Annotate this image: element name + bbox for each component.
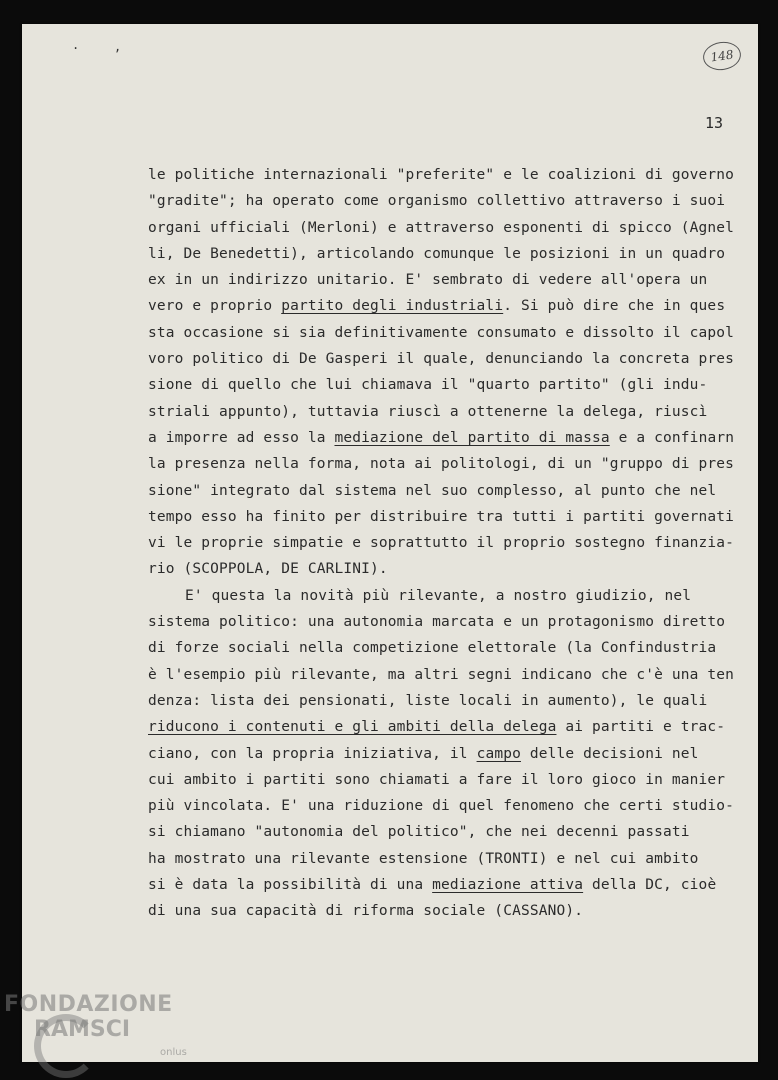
page-number: 13	[705, 114, 724, 132]
text-line: ex in un indirizzo unitario. E' sembrato di vedere all'opera un	[148, 272, 708, 289]
text-line: si è data la possibilità di una mediazione attiva della DC, cioè	[148, 877, 717, 894]
fondazione-gramsci-watermark	[4, 992, 187, 1058]
text-line: sta occasione si sia definitivamente consumato e dissolto il capol	[148, 324, 735, 341]
text-line: striali appunto), tuttavia riuscì a ottenerne la delega, riuscì	[148, 403, 708, 420]
text-line: vero e proprio partito degli industriali. Si può dire che in ques	[148, 298, 726, 315]
underlined-phrase: campo	[476, 745, 521, 762]
text-line: vi le proprie simpatie e soprattutto il proprio sostegno finanzia-	[148, 535, 735, 552]
watermark-g-logo-icon	[34, 1014, 98, 1078]
text-line: sione di quello che lui chiamava il "quarto partito" (gli indu-	[148, 377, 708, 394]
text-line: ha mostrato una rilevante estensione (TRONTI) e nel cui ambito	[148, 850, 699, 867]
text-line: organi ufficiali (Merloni) e attraverso esponenti di spicco (Agnel	[148, 219, 735, 236]
text-line: più vincolata. E' una riduzione di quel fenomeno che certi studio-	[148, 798, 735, 815]
text-line: ciano, con la propria iniziativa, il campo delle decisioni nel	[148, 745, 699, 762]
text-line: voro politico di De Gasperi il quale, denunciando la concreta pres	[148, 351, 735, 368]
underlined-phrase: partito degli industriali	[281, 298, 504, 315]
text-line: le politiche internazionali "preferite" e le coalizioni di governo	[148, 167, 735, 183]
watermark-line-2: RAMSCI	[34, 1017, 131, 1042]
text-line: tempo esso ha finito per distribuire tra tutti i partiti governati	[148, 508, 735, 525]
text-line: denza: lista dei pensionati, liste locali in aumento), le quali	[148, 692, 708, 709]
watermark-line-1: FONDAZIONE	[4, 992, 173, 1017]
text-line: rio (SCOPPOLA, DE CARLINI).	[148, 561, 388, 578]
underlined-phrase: mediazione attiva	[432, 877, 584, 894]
text-line-indented: E' questa la novità più rilevante, a nostro giudizio, nel	[185, 587, 692, 604]
text-line: sistema politico: una autonomia marcata e un protagonismo diretto	[148, 614, 726, 631]
text-line: è l'esempio più rilevante, ma altri segni indicano che c'è una ten	[148, 666, 735, 683]
text-line: cui ambito i partiti sono chiamati a fare il loro gioco in manier	[148, 771, 726, 788]
document-page	[22, 24, 758, 1062]
text-line: si chiamano "autonomia del politico", che nei decenni passati	[148, 824, 690, 841]
text-line: riducono i contenuti e gli ambiti della delega ai partiti e trac-	[148, 719, 726, 736]
underlined-phrase: riducono i contenuti e gli ambiti della delega	[148, 719, 557, 736]
text-line: di una sua capacità di riforma sociale (CASSANO).	[148, 903, 584, 920]
text-line: "gradite"; ha operato come organismo collettivo attraverso i suoi	[148, 193, 726, 210]
stray-mark: .	[72, 38, 80, 52]
text-line: di forze sociali nella competizione elettorale (la Confindustria	[148, 640, 717, 657]
archive-number-stamp: 148	[701, 39, 743, 72]
stray-mark: ,	[114, 40, 122, 54]
watermark-onlus: onlus	[160, 1047, 187, 1058]
text-line: li, De Benedetti), articolando comunque le posizioni in un quadro	[148, 245, 726, 262]
text-line: la presenza nella forma, nota ai politologi, di un "gruppo di pres	[148, 456, 735, 473]
text-line: sione" integrato dal sistema nel suo complesso, al punto che nel	[148, 482, 717, 499]
text-line: a imporre ad esso la mediazione del partito di massa e a confinarn	[148, 429, 735, 446]
typed-text-body	[148, 162, 754, 925]
underlined-phrase: mediazione del partito di massa	[334, 429, 610, 446]
